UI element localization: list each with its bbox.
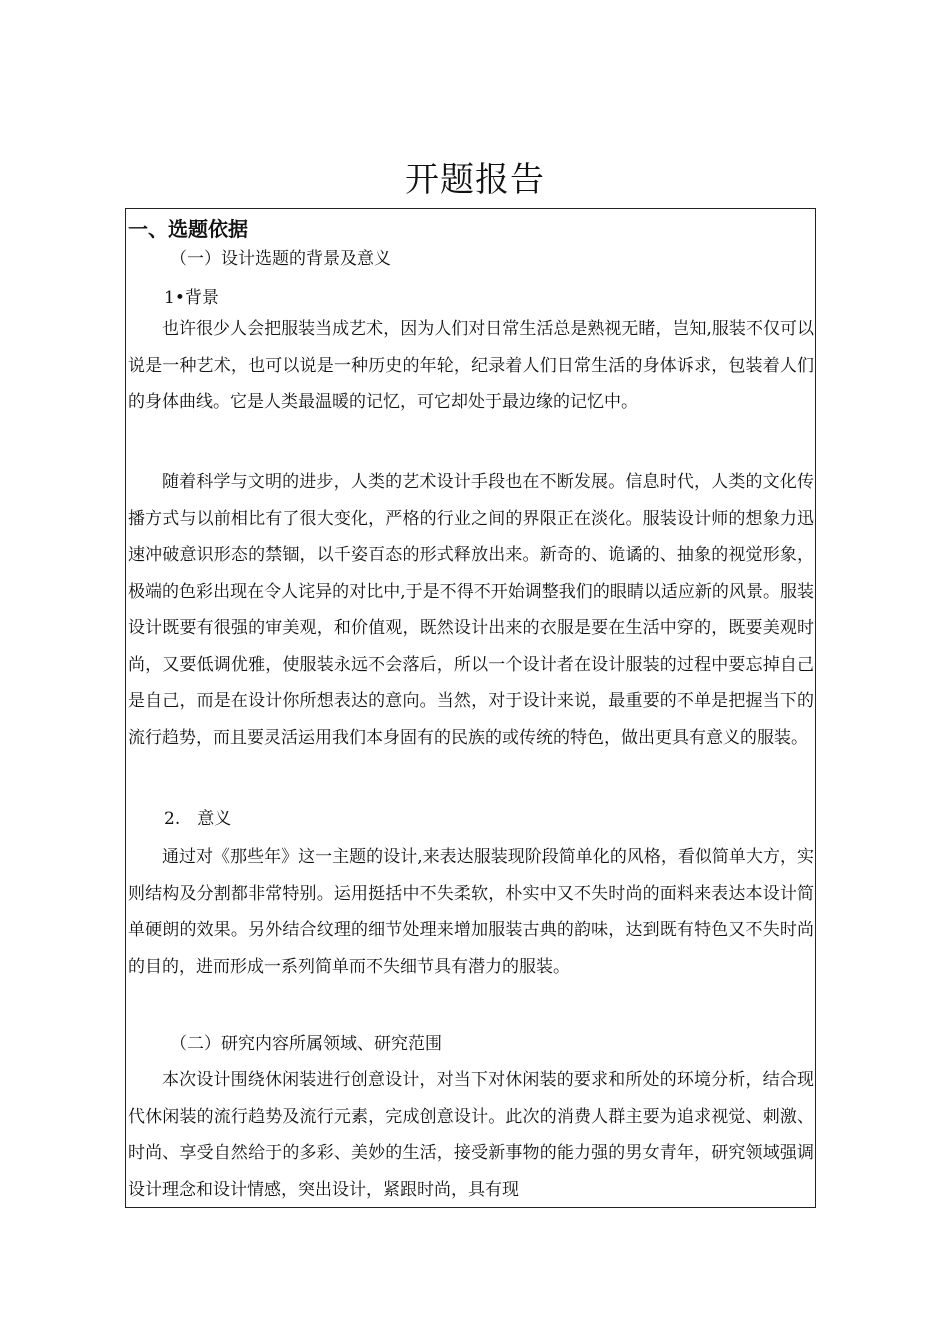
paragraph-research-scope: 本次设计围绕休闲装进行创意设计，对当下对休闲装的要求和所处的环境分析，结合现代休闲装的流行趋势及流行元素，完成创意设计。此次的消费人群主要为追求视觉、刺激、时尚、享受自然给于的多彩、美妙的生活，接受新事物的能力强的男女青年，研究领域强调设计理念和设计情感，突出设计，紧跟时尚，具有现 (128, 1070, 814, 1200)
report-table-cell (125, 208, 816, 1208)
item-background: 1•背景 (164, 288, 219, 308)
item-significance: 2. 意义 (164, 809, 232, 829)
section-heading: 一、选题依据 (128, 217, 248, 241)
paragraph-background-1: 也许很少人会把服装当成艺术，因为人们对日常生活总是熟视无睹，岂知,服装不仅可以说是一种艺术，也可以说是一种历史的年轮，纪录着人们日常生活的身体诉求，包装着人们的身体曲线。它是人类最温暖的记忆，可它却处于最边缘的记忆中。 (128, 319, 814, 412)
page-title: 开题报告 (405, 160, 545, 200)
paragraph-background-2: 随着科学与文明的进步，人类的艺术设计手段也在不断发展。信息时代，人类的文化传播方式与以前相比有了很大变化，严格的行业之间的界限正在淡化。服装设计师的想象力迅速冲破意识形态的禁锢，以千姿百态的形式释放出来。新奇的、诡谲的、抽象的视觉形象，极端的色彩出现在令人诧异的对比中,于是不得不开始调整我们的眼睛以适应新的风景。服装设计既要有很强的审美观，和价值观，既然设计出来的衣服是要在生活中穿的，既要美观时尚，又要低调优雅，使服装永远不会落后，所以一个设计者在设计服装的过程中要忘掉自己是自己，而是在设计你所想表达的意向。当然，对于设计来说，最重要的不单是把握当下的流行趋势，而且要灵活运用我们本身固有的民族的或传统的特色，做出更具有意义的服装。 (128, 472, 814, 748)
paragraph-significance: 通过对《那些年》这一主题的设计,来表达服装现阶段简单化的风格，看似简单大方，实则结构及分割都非常特别。运用挺括中不失柔软，朴实中又不失时尚的面料来表达本设计简单硬朗的效果。另外结合纹理的细节处理来增加服装古典的韵味，达到既有特色又不失时尚的目的，进而形成一系列简单而不失细节具有潜力的服装。 (128, 847, 814, 977)
subheading-research-scope: （二）研究内容所属领域、研究范围 (170, 1034, 442, 1054)
subheading-background-significance: （一）设计选题的背景及意义 (170, 249, 391, 269)
